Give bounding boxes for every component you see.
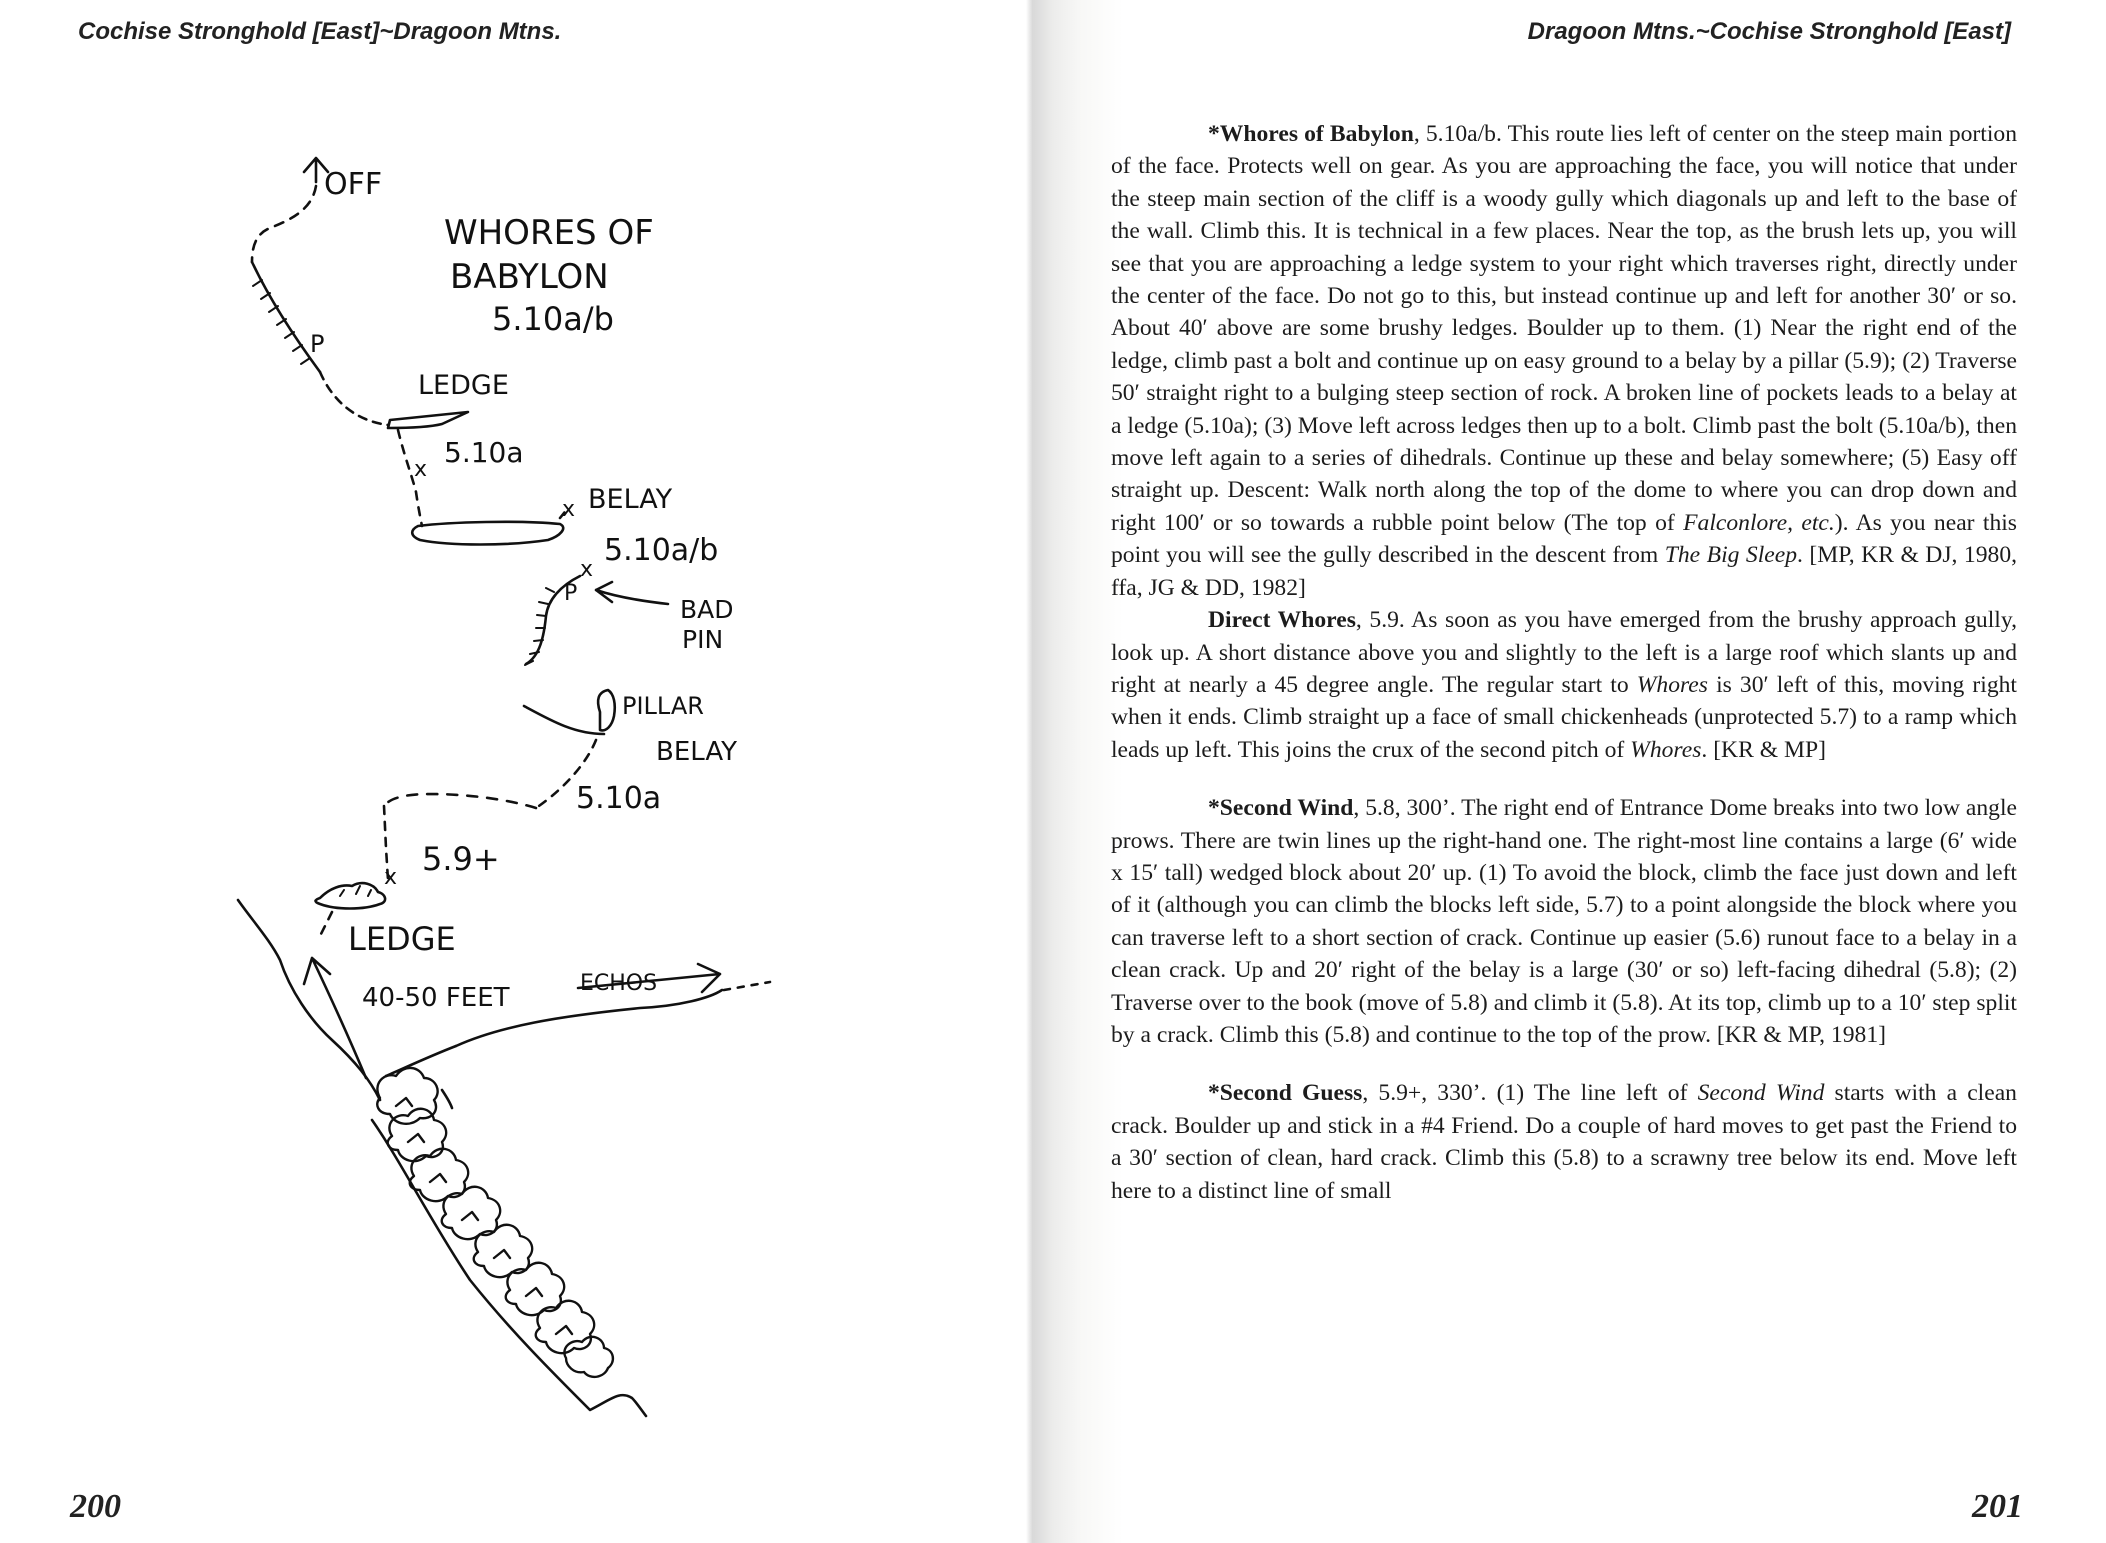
route-name: Direct Whores — [1208, 607, 1356, 634]
route-stats: , 5.10a/b. — [1413, 121, 1502, 147]
x-marker-belay: x — [562, 497, 576, 522]
approach-label: 40-50 FEET — [362, 983, 510, 1013]
p-label-upper: P — [310, 330, 325, 358]
route-reference: Second Wind — [1697, 1080, 1825, 1107]
route-stats: , 5.8, 300’. — [1353, 795, 1456, 822]
pillar-outline — [598, 690, 615, 730]
route-text: . [MP, KR & DJ, 1980, ffa, JG & DD, 1982] — [1111, 542, 2018, 601]
lower-ledge-bush — [316, 883, 386, 908]
topo-title-line2: BABYLON — [450, 257, 609, 297]
route-text: This route lies left of center on the steep main portion of the face. Protects well on gear. As you are approaching the face, you will notice that under the steep main section of the cliff is a woody gully which diagonals up and left to the base of the wall. Climb this. It is technical in a few places. Near the top, as the brush lets up, you will see that you are approaching a ledge system to your right which traverses right, directly under the center of the face. Do not go to this, but instead continue up and left for another 30′ or so. About 40′ above are some brushy ledges. Boulder up to them. (1) Near the right end of the ledge, climb past a bolt and continue up on easy ground to a belay by a pillar (5.9); (2) Traverse 50′ straight right to a bulging steep section of rock. A broken line of pockets leads to a belay at a ledge (5.10a); (3) Move left across ledges then up to a bolt. Climb past the bolt (5.10a/b), then move left again to a series of dihedrals. Continue up these and belay somewhere; (5) Easy off straight up. Descent: Walk north along the top of the dome to where you can drop down and right 100′ or so towards a rubble point below (The top of — [1111, 121, 2017, 536]
off-label: OFF — [324, 167, 383, 202]
p-label-pin: P — [564, 581, 578, 606]
ledge-label-lower: LEDGE — [348, 920, 456, 958]
bad-pin-arrow — [596, 582, 668, 604]
pin-corner-hatching — [525, 588, 554, 665]
traverse-dashes — [384, 794, 536, 808]
route-name: *Whores of Babylon — [1208, 121, 1414, 147]
gully-right-edge — [442, 1090, 452, 1108]
belay-label-upper: BELAY — [588, 484, 673, 515]
topo-title-line1: WHORES OF — [444, 213, 654, 253]
x-marker-lower: x — [384, 865, 398, 890]
bad-label: BAD — [680, 595, 734, 624]
upper-ledge — [388, 412, 468, 428]
route-topo-diagram — [0, 0, 1033, 1543]
route-text: The right end of Entrance Dome breaks into two low angle prows. There are twin lines up the right-hand one. The right-most line contains a large (6′ wide x 15′ tall) wedged block about 20′ up. (1) To avoid the block, climb the face just down and left of it (although you can climb the blocks left side, 5.7) to a point alongside the block where you can traverse left to a short section of crack. Continue up easier (5.6) runout face to a belay in a clean crack. Up and 20′ right of the belay is a large (30′ or so) left-facing dihedral (5.8); (2) Traverse over to the book (move of 5.8) and climb it (5.8). At its top, climb up to a 10′ step split by a crack. Climb this (5.8) and continue to the top of the prow. [KR & MP, 1981] — [1111, 795, 2017, 1048]
route-second-wind — [1111, 792, 2017, 1051]
right-page — [1033, 0, 2106, 1543]
route-reference: The Big Sleep — [1664, 542, 1798, 569]
x-marker-upper: x — [414, 457, 428, 482]
running-head-right: Dragoon Mtns.~Cochise Stronghold [East] — [1527, 18, 2011, 45]
echos-dashes — [724, 982, 770, 990]
route-direct-whores — [1111, 604, 2017, 766]
route-text: As soon as you have emerged from the brushy approach gully, look up. A short distance above you and slightly to the left is a large roof which slants up and right at nearly a 45 degree angle. The regular start to — [1111, 607, 2017, 698]
route-reference: Falconlore, etc. — [1683, 509, 1835, 536]
route-text: (1) The line left of — [1486, 1080, 1698, 1107]
route-dash-lower — [318, 912, 332, 940]
pitch-510a-lower: 5.10a — [576, 781, 662, 816]
pillar-label: PILLAR — [622, 692, 704, 720]
pillar-ledge — [524, 706, 604, 734]
route-stats: , 5.9+, 330’. — [1362, 1080, 1487, 1107]
lower-ledge-bush-detail — [340, 886, 371, 896]
route-descriptions — [1111, 118, 2017, 1207]
topo-grade: 5.10a/b — [492, 300, 614, 338]
route-stats: , 5.9. — [1355, 607, 1405, 634]
pitch-510a-upper: 5.10a — [444, 436, 524, 469]
route-second-guess — [1111, 1077, 2017, 1207]
page-number-left: 200 — [70, 1488, 121, 1525]
x-marker-bolt: x — [580, 557, 594, 582]
running-head-left: Cochise Stronghold [East]~Dragoon Mtns. — [78, 18, 562, 45]
pitch-59plus: 5.9+ — [422, 840, 500, 878]
pin-label: PIN — [682, 625, 724, 654]
upper-rock-hatching — [253, 280, 310, 364]
belay-ledge — [412, 522, 563, 545]
route-name: *Second Guess — [1208, 1080, 1363, 1107]
pitch-510ab: 5.10a/b — [604, 533, 719, 568]
route-name: *Second Wind — [1208, 795, 1354, 822]
route-reference: Whores — [1630, 736, 1702, 763]
gully-bushes — [377, 1068, 613, 1377]
route-text: ). As you near this point you will see the gully described in the descent from — [1111, 509, 2017, 569]
route-text: starts with a clean crack. Boulder up and stick in a #4 Friend. Do a couple of hard moves to get past the Friend to a 30′ section of clean, hard crack. Climb this (5.8) to a scrawny tree below its end. Move left here to a distinct line of small — [1111, 1080, 2017, 1204]
left-page — [0, 0, 1033, 1543]
ledge-label-upper: LEDGE — [418, 370, 509, 401]
route-reference: Whores — [1636, 671, 1708, 698]
echos-label: ECHOS — [580, 971, 658, 996]
route-text: . [KR & MP] — [1701, 736, 1826, 763]
page-number-right: 201 — [1972, 1488, 2023, 1525]
route-whores-of-babylon — [1111, 118, 2017, 604]
belay-label-pillar: BELAY — [656, 737, 737, 767]
descent-dashes — [252, 186, 316, 262]
route-dash-to-ledge — [320, 372, 388, 425]
route-text: is 30′ left of this, moving right when it ends. Climb straight up a face of small chickenheads (unprotected 5.7) to a ramp which leads up left. This joins the crux of the second pitch of — [1111, 671, 2017, 763]
